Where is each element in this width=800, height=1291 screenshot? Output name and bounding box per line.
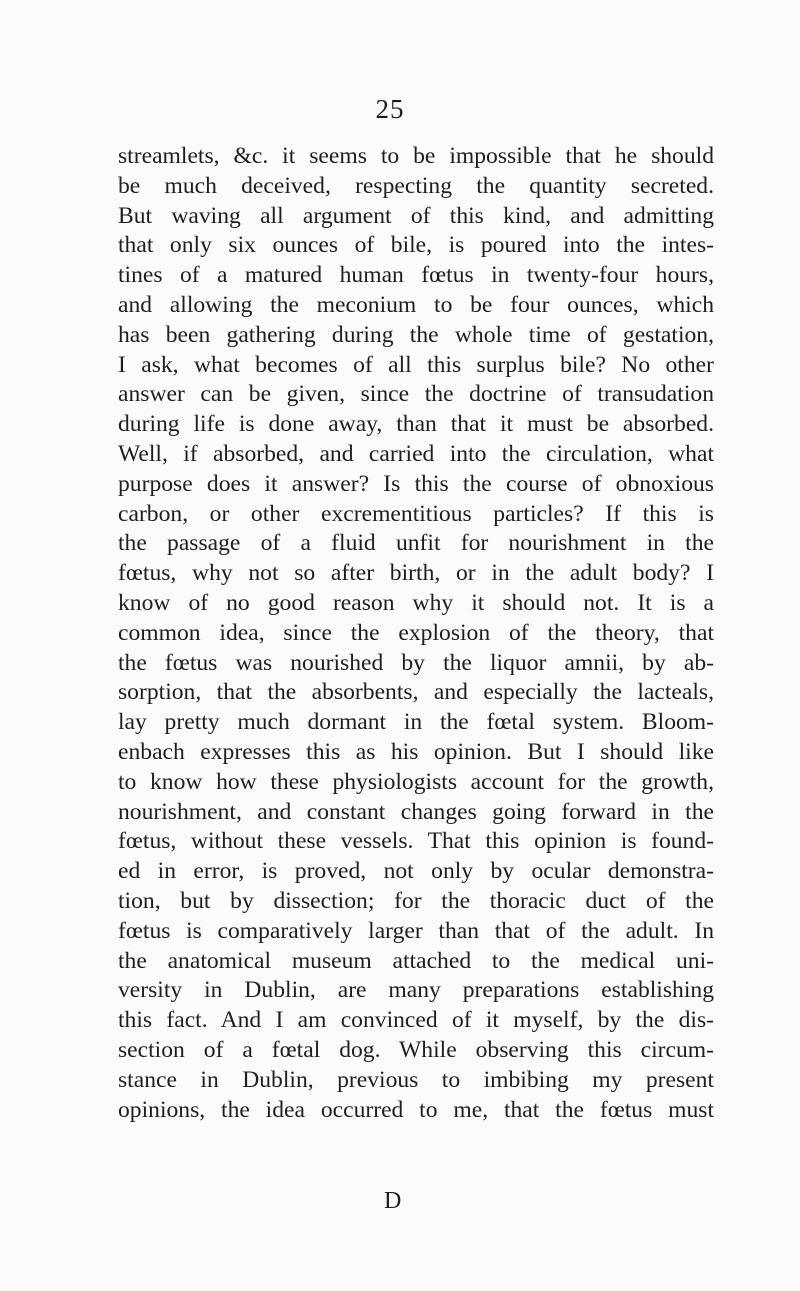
text-line: lay pretty much dormant in the fœtal system. Bloom- [118, 709, 714, 736]
text-line: versity in Dublin, are many preparations establishing [118, 977, 714, 1004]
text-line: the anatomical museum attached to the medical uni- [118, 947, 714, 974]
text-line: the fœtus was nourished by the liquor amnii, by ab- [118, 649, 714, 676]
text-line: section of a fœtal dog. While observing this circum- [118, 1036, 714, 1063]
text-line: tion, but by dissection; for the thoracic duct of the [118, 887, 714, 914]
text-line: know of no good reason why it should not. It is a [118, 589, 714, 616]
text-line: purpose does it answer? Is this the course of obnoxious [118, 470, 714, 497]
text-line: fœtus, without these vessels. That this opinion is found- [118, 828, 714, 855]
text-line: opinions, the idea occurred to me, that the fœtus must [118, 1096, 714, 1123]
text-line: fœtus, why not so after birth, or in the adult body? I [118, 560, 714, 587]
text-line: during life is done away, than that it must be absorbed. [118, 411, 714, 438]
text-line: fœtus is comparatively larger than that of the adult. In [118, 917, 714, 944]
text-line: streamlets, &c. it seems to be impossible that he should [118, 143, 714, 169]
text-line: stance in Dublin, previous to imbibing my present [118, 1066, 714, 1093]
text-line: nourishment, and constant changes going forward in the [118, 798, 714, 825]
text-line: carbon, or other excrementitious particles? If this is [118, 500, 714, 527]
body-text [118, 142, 714, 1125]
text-line: this fact. And I am convinced of it myself, by the dis- [118, 1007, 714, 1034]
page-number: 25 [375, 94, 405, 124]
text-line: ed in error, is proved, not only by ocular demonstra- [118, 858, 714, 885]
text-line: has been gathering during the whole time of gestation, [118, 321, 714, 348]
text-line: the passage of a fluid unfit for nourishment in the [118, 530, 714, 557]
text-line: I ask, what becomes of all this surplus bile? No other [118, 351, 714, 378]
text-line: that only six ounces of bile, is poured into the intes- [118, 232, 714, 259]
text-line: Well, if absorbed, and carried into the circulation, what [118, 440, 714, 467]
text-line: and allowing the meconium to be four ounces, which [118, 291, 714, 318]
text-line: answer can be given, since the doctrine of transudation [118, 381, 714, 408]
text-line: common idea, since the explosion of the theory, that [118, 619, 714, 646]
text-line: enbach expresses this as his opinion. But I should like [118, 738, 714, 765]
signature-mark: D [384, 1188, 402, 1214]
text-line: to know how these physiologists account for the growth, [118, 768, 714, 795]
text-line: But waving all argument of this kind, and admitting [118, 202, 714, 229]
text-line: tines of a matured human fœtus in twenty-four hours, [118, 262, 714, 289]
text-line: sorption, that the absorbents, and especially the lacteals, [118, 679, 714, 706]
text-line: be much deceived, respecting the quantity secreted. [118, 172, 714, 199]
